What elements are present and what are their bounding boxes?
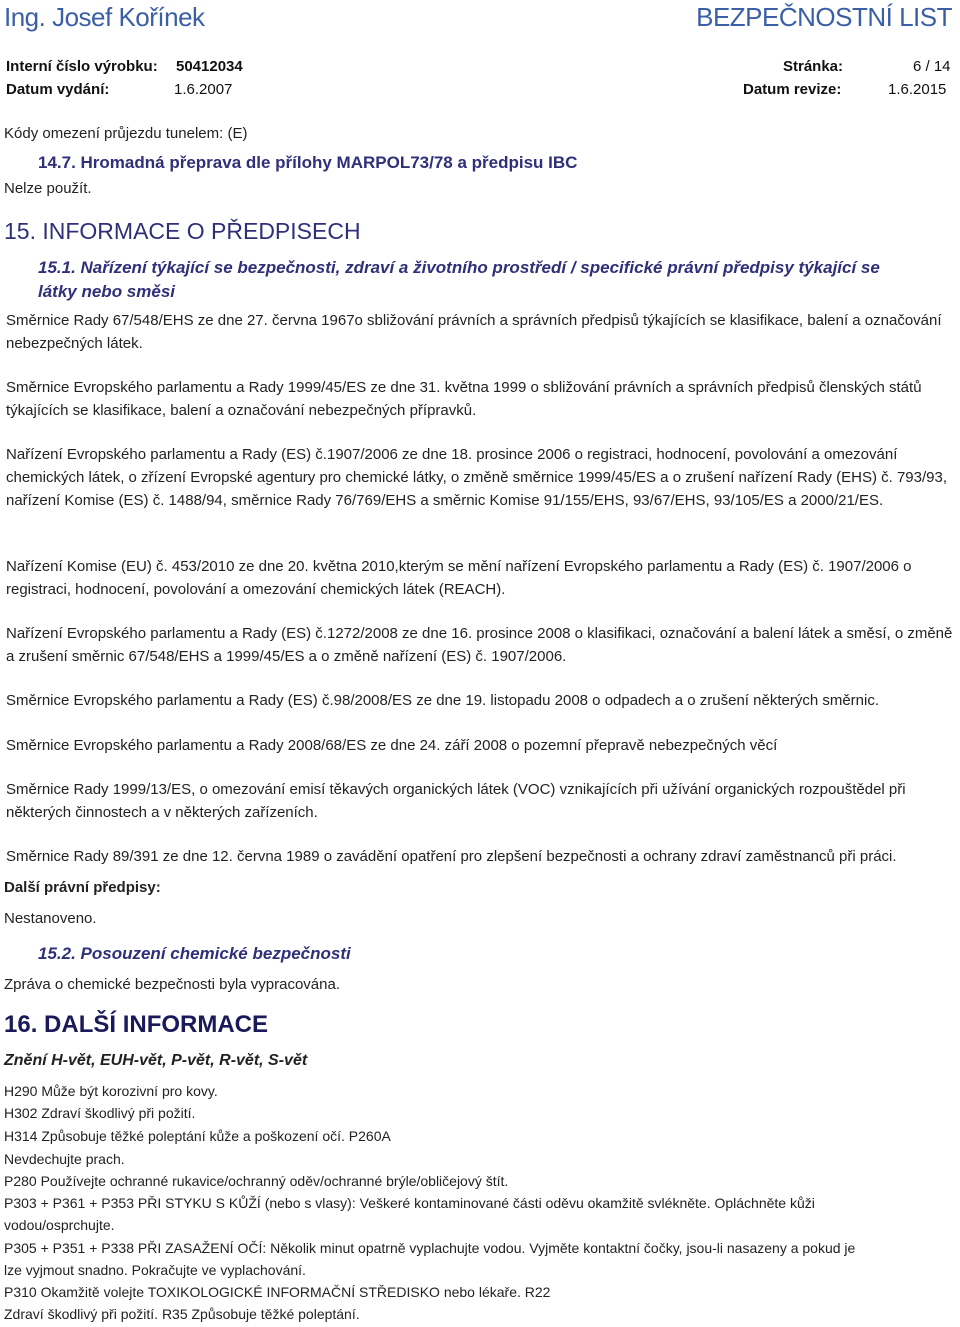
heading-14-7-text: Nelze použít. [4,180,92,197]
section-15-title: 15. INFORMACE O PŘEDPISECH [4,218,361,244]
phrase-line: P280 Používejte ochranné rukavice/ochranný oděv/ochranné brýle/obličejový štít. [4,1173,509,1189]
regulation-paragraph: Nařízení Komise (EU) č. 453/2010 ze dne 20. května 2010,kterým se mění nařízení Evropského parlamentu a Rady (ES) č. 1907/2006 o registraci, hodnocení, povolování a omezování chemických látek (REACH). [6,558,912,598]
section-15-1-title: 15.1. Nařízení týkající se bezpečnosti, zdraví a životního prostředí / specifické právní předpisy týkající se látky nebo směsi [38,258,880,301]
revision-date: 1.6.2015 [888,81,947,98]
section-15-2-title: 15.2. Posouzení chemické bezpečnosti [38,944,351,963]
phrase-line: H290 Může být korozivní pro kovy. [4,1083,218,1099]
issue-date: 1.6.2007 [174,81,233,98]
document-title: BEZPEČNOSTNÍ LIST [696,2,952,32]
issue-date-label: Datum vydání: [6,81,110,98]
regulation-paragraph: Směrnice Rady 89/391 ze dne 12. června 1989 o zavádění opatření pro zlepšení bezpečnosti a ochrany zdraví zaměstnanců při práci. [6,848,897,865]
page-number: 6 / 14 [913,58,951,75]
phrase-line: P310 Okamžitě volejte TOXIKOLOGICKÉ INFORMAČNÍ STŘEDISKO nebo lékaře. R22 [4,1284,551,1300]
other-regulations-text: Nestanoveno. [4,910,97,927]
product-number: 50412034 [176,58,243,75]
phrase-line: P303 + P361 + P353 PŘI STYKU S KŮŽÍ (nebo s vlasy): Veškeré kontaminované části oděvu okamžitě svlékněte. Opláchněte kůži [4,1195,815,1211]
section-16-title: 16. DALŠÍ INFORMACE [4,1011,269,1038]
phrase-line: vodou/osprchujte. [4,1217,115,1233]
product-number-label: Interní číslo výrobku: [6,58,158,75]
phrase-line: H314 Způsobuje těžké poleptání kůže a poškození očí. P260A [4,1128,391,1144]
phrases-title: Znění H-vět, EUH-vět, P-vět, R-vět, S-vět [4,1052,308,1069]
phrase-line: lze vyjmout snadno. Pokračujte ve vyplachování. [4,1262,306,1278]
company-name: Ing. Josef Kořínek [4,2,205,32]
regulation-paragraph: Směrnice Rady 67/548/EHS ze dne 27. června 1967o sbližování právních a správních předpisů týkajících se klasifikace, balení a označování nebezpečných látek. [6,312,942,352]
regulation-paragraph: Nařízení Evropského parlamentu a Rady (ES) č.1272/2008 ze dne 16. prosince 2008 o klasifikaci, označování a balení látek a směsí, o změně a zrušení směrnic 67/548/EHS a 1999/45/ES a o změně nařízení (ES) č. 1907/2006. [6,625,953,665]
phrase-line: Zdraví škodlivý při požití. R35 Způsobuje těžké poleptání. [4,1306,360,1322]
page-label: Stránka: [783,58,844,75]
phrase-line: P305 + P351 + P338 PŘI ZASAŽENÍ OČÍ: Několik minut opatrně vyplachujte vodou. Vyjměte kontaktní čočky, jsou-li nasazeny a pokud je [4,1240,856,1256]
phrase-line: Nevdechujte prach. [4,1151,125,1167]
revision-date-label: Datum revize: [743,81,842,98]
regulation-paragraph: Směrnice Evropského parlamentu a Rady (ES) č.98/2008/ES ze dne 19. listopadu 2008 o odpadech a o zrušení některých směrnic. [6,692,880,709]
other-regulations-label: Další právní předpisy: [4,879,161,896]
section-15-2-text: Zpráva o chemické bezpečnosti byla vypracována. [4,976,341,993]
tunnel-code: Kódy omezení průjezdu tunelem: (E) [4,125,248,142]
phrase-line: H302 Zdraví škodlivý při požití. [4,1105,196,1121]
heading-14-7: 14.7. Hromadná přeprava dle přílohy MARPOL73/78 a předpisu IBC [38,153,578,172]
regulation-paragraph: Směrnice Evropského parlamentu a Rady 1999/45/ES ze dne 31. května 1999 o sbližování právních a správních předpisů členských států týkajících se klasifikace, balení a označování nebezpečných přípravků. [6,379,922,419]
regulation-paragraph: Směrnice Evropského parlamentu a Rady 2008/68/ES ze dne 24. září 2008 o pozemní přepravě nebezpečných věcí [6,737,778,754]
regulation-paragraph: Nařízení Evropského parlamentu a Rady (ES) č.1907/2006 ze dne 18. prosince 2006 o registraci, hodnocení, povolování a omezování chemických látek, o zřízení Evropské agentury pro chemické látky, o změně směrnice 1999/45/ES a o zrušení nařízení Rady (EHS) č. 793/93, nařízení Komise (ES) č. 1488/94, směrnice Rady 76/769/EHS a směrnic Komise 91/155/EHS, 93/67/EHS, 93/105/ES a 2000/21/ES. [6,446,947,509]
regulation-paragraph: Směrnice Rady 1999/13/ES, o omezování emisí těkavých organických látek (VOC) vznikajících při užívání organických rozpouštědel při některých činnostech a v některých zařízeních. [6,781,906,821]
